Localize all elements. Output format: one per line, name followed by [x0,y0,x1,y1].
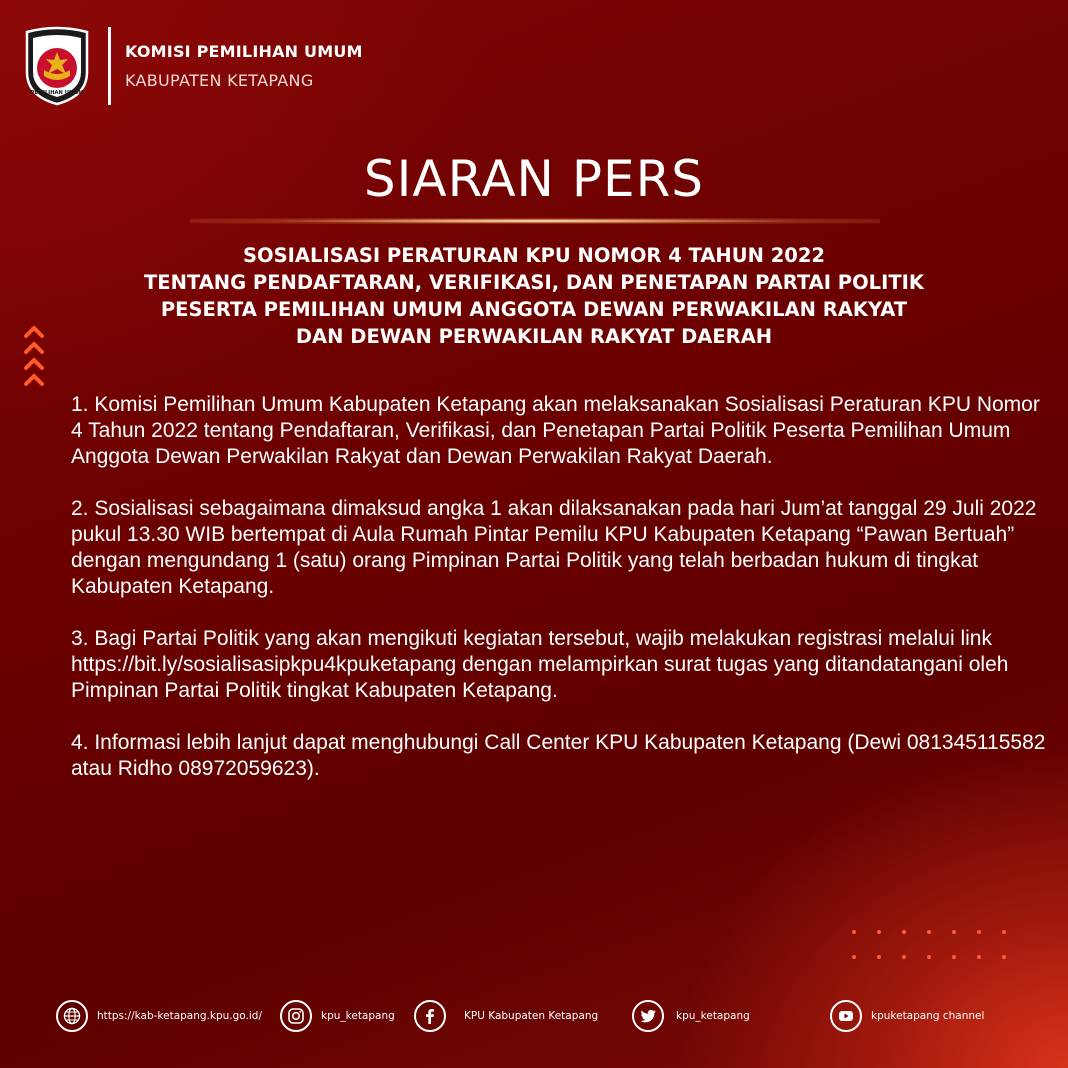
instagram-handle[interactable]: kpu_ketapang [321,1010,395,1022]
instagram-icon [280,1000,312,1032]
list-item: 2. Sosialisasi sebagaimana dimaksud angka 1 akan dilaksanakan pada hari Jum’at tanggal 29 Juli 2022 pukul 13.30 WIB bertempat di Aula Rumah Pintar Pemilu KPU Kabupaten Ketapang “Pawan Bertuah” dengan mengundang 1 (satu) orang Pimpinan Partai Politik yang telah berbadan hukum di tingkat Kabupaten Ketapang. [71,497,1037,598]
decorative-dot [902,930,906,934]
footer [0,1000,1068,1046]
decorative-dot [852,955,856,959]
decorative-dot [977,930,981,934]
org-name: KOMISI PEMILIHAN UMUM [125,42,363,61]
twitter-handle[interactable]: kpu_ketapang [676,1010,750,1022]
decorative-dot [977,955,981,959]
decorative-dot [852,930,856,934]
twitter-icon [632,1000,664,1032]
subtitle-line: TENTANG PENDAFTARAN, VERIFIKASI, DAN PENETAPAN PARTAI POLITIK [143,271,925,294]
facebook-page[interactable]: KPU Kabupaten Ketapang [464,1010,599,1022]
svg-text:KOMISI: KOMISI [42,35,72,43]
footer-twitter[interactable] [632,1000,750,1032]
kpu-logo [22,26,92,106]
chevron-up-icon [22,324,46,392]
header-text [125,42,363,90]
decorative-dot [952,955,956,959]
list-item: 1. Komisi Pemilihan Umum Kabupaten Ketapang akan melaksanakan Sosialisasi Peraturan KPU Nomor 4 Tahun 2022 tentang Pendaftaran, Verifikasi, dan Penetapan Partai Politik Peserta Pemilihan Umum Anggota Dewan Perwakilan Rakyat dan Dewan Perwakilan Rakyat Daerah. [71,393,1040,468]
page-title: SIARAN PERS [363,150,705,208]
youtube-channel[interactable]: kpuketapang channel [871,1010,985,1022]
footer-youtube[interactable] [830,1000,984,1032]
subtitle-line: SOSIALISASI PERATURAN KPU NOMOR 4 TAHUN 2022 [243,244,825,267]
decorative-dot [1002,955,1006,959]
header-divider [108,27,111,105]
subtitle [60,242,1008,350]
org-sub: KABUPATEN KETAPANG [125,71,314,90]
header [22,24,363,108]
press-release-body [71,392,1046,808]
decorative-dot [927,930,931,934]
decorative-dot [1002,930,1006,934]
subtitle-line: DAN DEWAN PERWAKILAN RAKYAT DAERAH [295,325,773,348]
list-item: 3. Bagi Partai Politik yang akan mengikuti kegiatan tersebut, wajib melakukan registrasi melalui link https://bit.ly/sosialisasipkpu4kpuketapang dengan melampirkan surat tugas yang ditandatangani oleh Pimpinan Partai Politik tingkat Kabupaten Ketapang. [71,627,1009,702]
title-underline-glow [190,218,880,224]
facebook-icon [414,1000,446,1032]
footer-website[interactable] [56,1000,262,1032]
subtitle-line: PESERTA PEMILIHAN UMUM ANGGOTA DEWAN PERWAKILAN RAKYAT [160,298,908,321]
footer-instagram[interactable] [280,1000,395,1032]
svg-text:PEMILIHAN UMUM: PEMILIHAN UMUM [30,90,84,96]
list-item: 4. Informasi lebih lanjut dapat menghubungi Call Center KPU Kabupaten Ketapang (Dewi 081345115582 atau Ridho 08972059623). [71,731,1046,780]
decorative-dot [927,955,931,959]
youtube-icon [830,1000,862,1032]
footer-facebook[interactable] [414,1000,598,1032]
decorative-dot [877,930,881,934]
decorative-dot [952,930,956,934]
decorative-dot [877,955,881,959]
globe-icon [56,1000,88,1032]
decorative-dot [902,955,906,959]
website-link[interactable]: https://kab-ketapang.kpu.go.id/ [97,1010,262,1022]
